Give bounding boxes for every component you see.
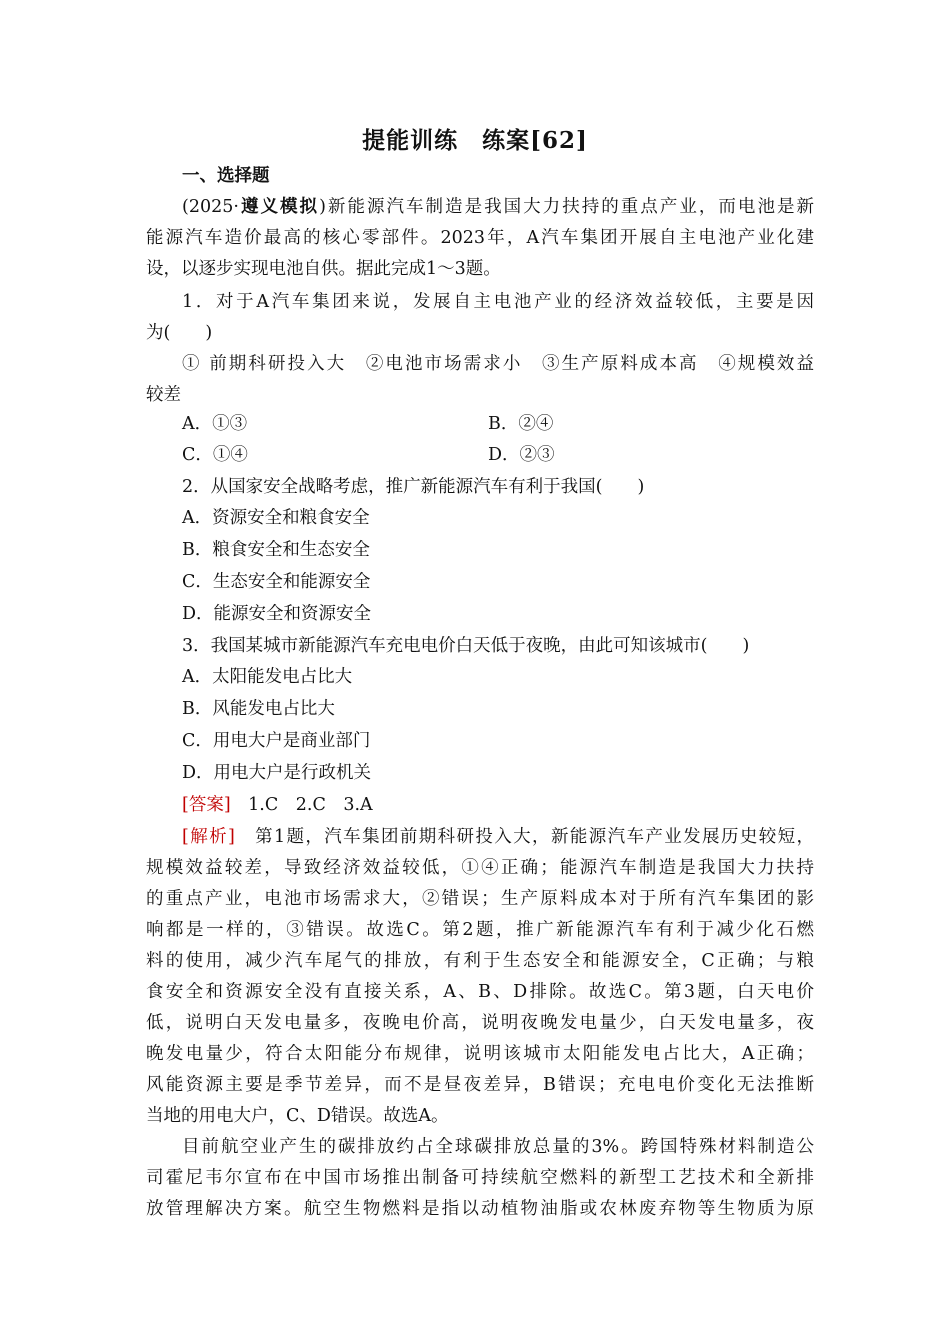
analysis-line-2: 规模效益较差，导致经济效益较低，①④正确；能源汽车制造是我国大力扶持 bbox=[146, 858, 814, 878]
q1-options-row-2 bbox=[182, 443, 814, 467]
analysis-line-5: 料的使用，减少汽车尾气的排放，有利于生态安全和能源安全，C正确；与粮 bbox=[146, 951, 814, 971]
q3-option-c: C．用电大户是商业部门 bbox=[182, 731, 371, 751]
q1-items-line-2: 较差 bbox=[146, 385, 181, 405]
intro-line-1: (2025·遵义模拟)新能源汽车制造是我国大力扶持的重点产业，而电池是新 bbox=[182, 197, 814, 217]
section-heading: 一、选择题 bbox=[182, 166, 270, 186]
answer-line bbox=[182, 793, 814, 817]
q2-option-d: D．能源安全和资源安全 bbox=[182, 604, 372, 624]
analysis-line-8: 晚发电量少，符合太阳能分布规律，说明该城市太阳能发电占比大，A正确； bbox=[146, 1044, 814, 1064]
q1-option-d: D．②③ bbox=[488, 445, 555, 465]
intro-line-3: 设，以逐步实现电池自供。据此完成1～3题。 bbox=[146, 259, 501, 279]
q1-option-b: B．②④ bbox=[488, 414, 554, 434]
analysis-label: [解析] bbox=[182, 827, 235, 847]
analysis-line-7: 低，说明白天发电量多，夜晚电价高，说明夜晚发电量少，白天发电量多，夜 bbox=[146, 1013, 814, 1033]
q1-items-line-1: ① 前期科研投入大 ②电池市场需求小 ③生产原料成本高 ④规模效益 bbox=[182, 354, 814, 374]
analysis-line-1: [解析] 第1题，汽车集团前期科研投入大，新能源汽车产业发展历史较短， bbox=[182, 827, 814, 847]
answer-text: 1.C 2.C 3.A bbox=[230, 795, 373, 815]
analysis-line-6: 食安全和资源安全没有直接关系，A、B、D排除。故选C。第3题，白天电价 bbox=[146, 982, 814, 1002]
q2-option-b: B．粮食安全和生态安全 bbox=[182, 540, 370, 560]
q3-option-a: A．太阳能发电占比大 bbox=[182, 667, 353, 687]
analysis-line-9: 风能资源主要是季节差异，而不是昼夜差异，B错误；充电电价变化无法推断 bbox=[146, 1075, 814, 1095]
q3-stem: 3．我国某城市新能源汽车充电电价白天低于夜晚，由此可知该城市( ) bbox=[182, 636, 750, 656]
q3-option-b: B．风能发电占比大 bbox=[182, 699, 335, 719]
q2-option-c: C．生态安全和能源安全 bbox=[182, 572, 371, 592]
passage2-line-2: 司霍尼韦尔宣布在中国市场推出制备可持续航空燃料的新型工艺技术和全新排 bbox=[146, 1168, 814, 1188]
passage2-line-3: 放管理解决方案。航空生物燃料是指以动植物油脂或农林废弃物等生物质为原 bbox=[146, 1199, 814, 1219]
q2-stem: 2．从国家安全战略考虑，推广新能源汽车有利于我国( ) bbox=[182, 477, 645, 497]
analysis-line-3: 的重点产业，电池市场需求大，②错误；生产原料成本对于所有汽车集团的影 bbox=[146, 889, 814, 909]
q1-option-c: C．①④ bbox=[182, 445, 248, 465]
q2-option-a: A．资源安全和粮食安全 bbox=[182, 508, 370, 528]
page-title: 提能训练 练案[62] bbox=[362, 127, 588, 154]
intro-line-2: 能源汽车造价最高的核心零部件。2023年，A汽车集团开展自主电池产业化建 bbox=[146, 228, 814, 248]
q1-stem-line-2: 为( ) bbox=[146, 323, 213, 343]
answer-label: [答案] bbox=[182, 795, 231, 815]
q3-option-d: D．用电大户是行政机关 bbox=[182, 763, 372, 783]
analysis-line-10: 当地的用电大户，C、D错误。故选A。 bbox=[146, 1106, 449, 1126]
passage2-line-1: 目前航空业产生的碳排放约占全球碳排放总量的3%。跨国特殊材料制造公 bbox=[182, 1137, 814, 1157]
q1-options-row-1 bbox=[182, 412, 814, 436]
analysis-line-4: 响都是一样的，③错误。故选C。第2题，推广新能源汽车有利于减少化石燃 bbox=[146, 920, 814, 940]
q1-stem-line-1: 1．对于A汽车集团来说，发展自主电池产业的经济效益较低，主要是因 bbox=[182, 292, 814, 312]
q1-option-a: A．①③ bbox=[182, 414, 248, 434]
